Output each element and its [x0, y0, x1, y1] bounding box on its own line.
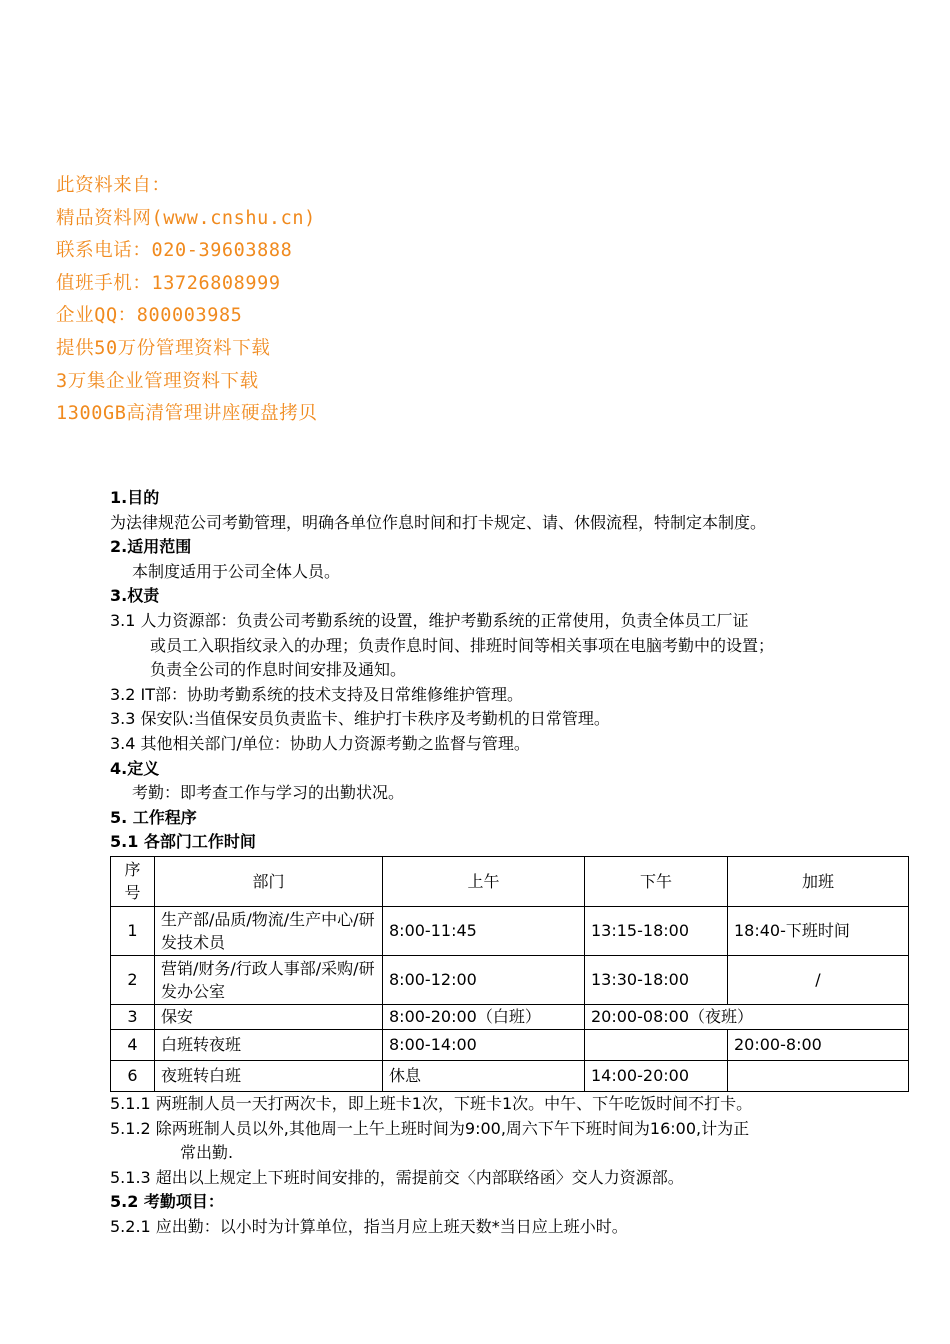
table-header-cell: 上午: [383, 856, 585, 906]
clause-5-1-2-cont: 常出勤.: [180, 1143, 234, 1163]
table-cell: 6: [111, 1060, 155, 1091]
table-header-cell: 下午: [585, 856, 728, 906]
promo-line: 值班手机：13726808999: [56, 272, 281, 294]
table-cell: 夜班转白班: [155, 1060, 383, 1091]
clause-3-1: 3.1 人力资源部：负责公司考勤系统的设置，维护考勤系统的正常使用，负责全体员工厂证: [110, 610, 749, 630]
table-cell: 4: [111, 1029, 155, 1060]
table-cell: 13:15-18:00: [585, 906, 728, 955]
clause-3-4: 3.4 其他相关部门/单位：协助人力资源考勤之监督与管理。: [110, 733, 530, 753]
table-header-row: [111, 856, 909, 906]
promo-line: 1300GB高清管理讲座硬盘拷贝: [56, 403, 318, 425]
table-cell: 3: [111, 1004, 155, 1029]
table-cell: 白班转夜班: [155, 1029, 383, 1060]
table-row: [111, 1060, 909, 1091]
table-cell: 18:40-下班时间: [728, 906, 909, 955]
table-cell: 营销/财务/行政人事部/采购/研发办公室: [155, 955, 383, 1004]
table-cell: 8:00-11:45: [383, 906, 585, 955]
section-2-text: 本制度适用于公司全体人员。: [132, 561, 341, 581]
promo-line: 此资料来自：: [56, 175, 171, 196]
table-cell: 1: [111, 906, 155, 955]
table-cell: 休息: [383, 1060, 585, 1091]
section-2-title: 2.适用范围: [110, 537, 192, 557]
clause-3-2: 3.2 IT部：协助考勤系统的技术支持及日常维修维护管理。: [110, 684, 524, 704]
section-4-text: 考勤：即考查工作与学习的出勤状况。: [132, 783, 405, 803]
section-3-title: 3.权责: [110, 586, 160, 606]
table-cell: 20:00-8:00: [728, 1029, 909, 1060]
table-row: [111, 1029, 909, 1060]
table-cell: 2: [111, 955, 155, 1004]
section-5-title: 5. 工作程序: [110, 807, 197, 827]
promo-line: 3万集企业管理资料下载: [56, 370, 259, 392]
table-header-cell: 序号: [111, 856, 155, 906]
section-1-title: 1.目的: [110, 488, 160, 507]
clause-5-1-3: 5.1.3 超出以上规定上下班时间安排的，需提前交〈内部联络函〉交人力资源部。: [110, 1167, 684, 1187]
table-cell: 14:00-20:00: [585, 1060, 728, 1091]
clause-5-1-1: 5.1.1 两班制人员一天打两次卡，即上班卡1次，下班卡1次。中午、下午吃饭时间不打卡。: [110, 1093, 753, 1113]
promo-block: [56, 170, 317, 431]
promo-line: 精品资料网(www.cnshu.cn): [56, 207, 316, 229]
promo-line: 联系电话：020-39603888: [56, 240, 293, 262]
table-cell: [728, 1060, 909, 1091]
promo-line: 企业QQ：800003985: [56, 305, 243, 327]
table-cell: [585, 1029, 728, 1060]
table-cell: /: [728, 955, 909, 1004]
table-cell: 13:30-18:00: [585, 955, 728, 1004]
section-5-2-title: 5.2 考勤项目：: [110, 1192, 224, 1212]
document-body: [110, 486, 910, 1239]
table-row: [111, 906, 909, 955]
promo-line: 提供50万份管理资料下载: [56, 337, 271, 359]
table-cell: 保安: [155, 1004, 383, 1029]
clause-3-3: 3.3 保安队:当值保安员负责监卡、维护打卡秩序及考勤机的日常管理。: [110, 709, 610, 729]
table-row: [111, 955, 909, 1004]
table-header-cell: 加班: [728, 856, 909, 906]
table-cell: 20:00-08:00（夜班）: [585, 1004, 909, 1029]
table-cell: 生产部/品质/物流/生产中心/研发技术员: [155, 906, 383, 955]
clause-5-2-1: 5.2.1 应出勤：以小时为计算单位，指当月应上班天数*当日应上班小时。: [110, 1216, 628, 1236]
table-cell: 8:00-12:00: [383, 955, 585, 1004]
section-5-1-title: 5.1 各部门工作时间: [110, 832, 256, 852]
table-row: [111, 1004, 909, 1029]
work-hours-table: [110, 856, 909, 1092]
clause-5-1-2: 5.1.2 除两班制人员以外,其他周一上午上班时间为9:00,周六下午下班时间为16:00,计为正: [110, 1118, 750, 1138]
clause-3-1-cont: 负责全公司的作息时间安排及通知。: [150, 660, 407, 680]
table-cell: 8:00-20:00（白班）: [383, 1004, 585, 1029]
section-4-title: 4.定义: [110, 758, 160, 778]
table-cell: 8:00-14:00: [383, 1029, 585, 1060]
section-1-text: 为法律规范公司考勤管理，明确各单位作息时间和打卡规定、请、休假流程，特制定本制度。: [110, 512, 767, 532]
table-header-cell: 部门: [155, 856, 383, 906]
clause-3-1-cont: 或员工入职指纹录入的办理；负责作息时间、排班时间等相关事项在电脑考勤中的设置；: [150, 635, 775, 655]
